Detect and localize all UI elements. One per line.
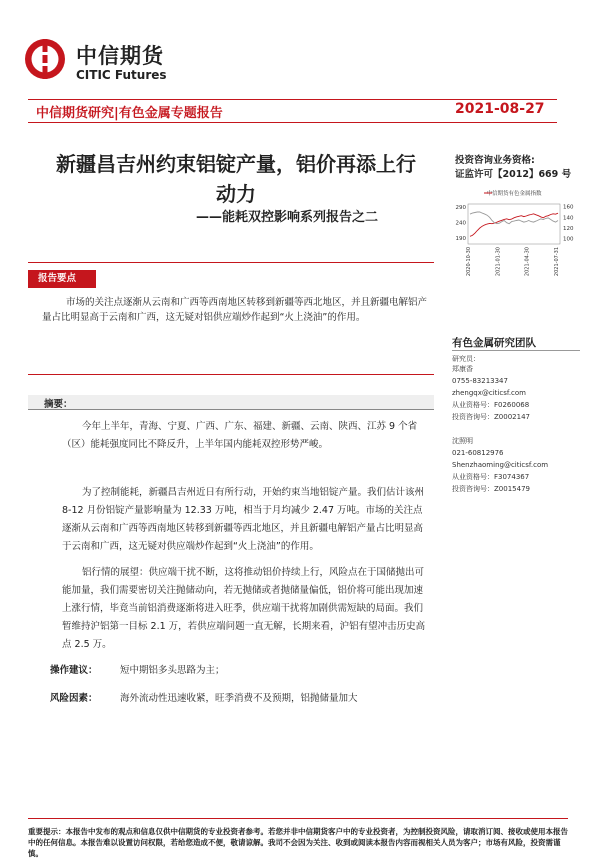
chart-left-tick: 290 <box>455 205 466 212</box>
summary-top-rule <box>28 262 434 263</box>
summary-bottom-rule <box>28 374 434 375</box>
report-date: 2021-08-27 <box>455 101 545 117</box>
analyst2-name: 沈照明 <box>452 437 473 445</box>
team-name: 有色金属研究团队 <box>452 337 536 349</box>
footer-rule <box>28 818 568 819</box>
operation-text: 短中期铝多头思路为主； <box>120 665 225 676</box>
abstract-paragraph-3: 铝行情的展望：供应端干扰不断，这将推动铝价持续上行，风险点在于国储抛出可能加量，我们需要密切关注抛储动向，若无抛储或者抛储量偏低，铝价将可能出现加速上涨行情，毕竟当前铝消费逐渐将进入旺季，供应端干扰将加剧供需短缺的局面。我们暂维持沪铝第一目标 2.1 万，若供应端问题一直无解，长期来看，沪铝有望冲击历史高点 2.5 万。 <box>62 567 426 650</box>
chart-plot-area <box>468 204 560 244</box>
chart-x-tick: 2021-04-30 <box>524 247 531 277</box>
chart-right-tick: 140 <box>563 215 574 222</box>
page-title-line1: 新疆昌吉州约束铝锭产量，铝价再添上行 <box>56 152 416 176</box>
analyst2-phone: 021-60812976 <box>452 449 504 457</box>
abstract-paragraph-2: 为了控制能耗，新疆昌吉州近日有所行动，开始约束当地铝锭产量。我们估计该州 8-12 月份铝锭产量影响量为 12.33 万吨，相当于月均减少 2.47 万吨。市场的关注点逐渐从云南和广西等西南地区转移到新疆等西北地区，并且新疆电解铝产量占比明显高于云南和广西，这无疑对供应端炒作起到“火上浇油”的作用。 <box>62 487 425 552</box>
analyst2-cert2: 投资咨询号：Z0015479 <box>452 485 530 493</box>
summary-tag: 报告要点 <box>28 270 96 288</box>
chart-series-line-1 <box>470 213 558 236</box>
brand-name-en: CITIC Futures <box>76 68 167 82</box>
citic-logo-icon <box>24 38 66 80</box>
metals-index-chart <box>448 184 584 294</box>
chart-right-tick: 120 <box>563 226 574 232</box>
analyst1-cert2: 投资咨询号：Z0002147 <box>452 413 530 421</box>
abstract-band <box>28 395 434 410</box>
chart-right-tick: 160 <box>563 204 574 211</box>
abstract-label: 摘要： <box>44 399 73 410</box>
license-label: 投资咨询业务资格: <box>455 155 535 166</box>
disclaimer: 重要提示：本报告中发布的观点和信息仅供中信期货的专业投资者参考。若您并非中信期货客户中的专业投资者，为控制投资风险，请取消订阅、接收或使用本报告中的任何信息。本报告难以设置访问权限，若给您造成不便，敬请谅解。我司不会因为关注、收到或阅读本报告内容而视相关人员为客户；市场有风险，投资需谨慎。 <box>28 827 568 858</box>
page-subtitle: ——能耗双控影响系列报告之二 <box>196 210 379 225</box>
risk-text: 海外流动性迅速收紧，旺季消费不及预期，铝抛储量加大 <box>120 693 358 704</box>
analyst2-cert1: 从业资格号：F3074367 <box>452 473 530 481</box>
chart-title: 中信期货有色金属指数 <box>486 191 542 197</box>
analyst2-email[interactable]: Shenzhaoming@citicsf.com <box>452 461 549 469</box>
abstract-paragraph-1: 今年上半年，青海、宁夏、广西、广东、福建、新疆、云南、陕西、江苏 9 个省（区）能耗强度同比不降反升，上半年国内能耗双控形势严峻。 <box>62 421 418 450</box>
team-role: 研究员： <box>452 355 480 363</box>
chart-x-tick: 2021-07-31 <box>554 247 560 277</box>
summary-text: 市场的关注点逐渐从云南和广西等西南地区转移到新疆等西北地区，并且新疆电解铝产量占比明显高于云南和广西，这无疑对铝供应端炒作起到“火上浇油”的作用。 <box>42 297 428 323</box>
analyst1-email[interactable]: zhengqx@citicsf.com <box>452 389 526 397</box>
page-title-line2: 动力 <box>216 182 256 206</box>
license-number: 证监许可【2012】669 号 <box>455 169 572 180</box>
report-type: 中信期货研究|有色金属专题报告 <box>36 106 223 121</box>
analyst1-phone: 0755-83213347 <box>452 377 508 385</box>
analyst1-cert1: 从业资格号：F0260068 <box>452 401 530 409</box>
analyst1-name: 郑康香 <box>452 365 473 373</box>
operation-label: 操作建议： <box>50 665 98 676</box>
chart-right-tick: 100 <box>563 236 574 243</box>
team-rule <box>452 350 580 351</box>
chart-x-tick: 2021-01-30 <box>495 247 502 277</box>
chart-x-tick: 2020-10-30 <box>466 247 472 277</box>
brand-name-cn: 中信期货 <box>76 44 164 68</box>
risk-label: 风险因素： <box>50 693 98 704</box>
chart-left-tick: 190 <box>455 235 466 242</box>
chart-left-tick: 240 <box>455 220 466 227</box>
